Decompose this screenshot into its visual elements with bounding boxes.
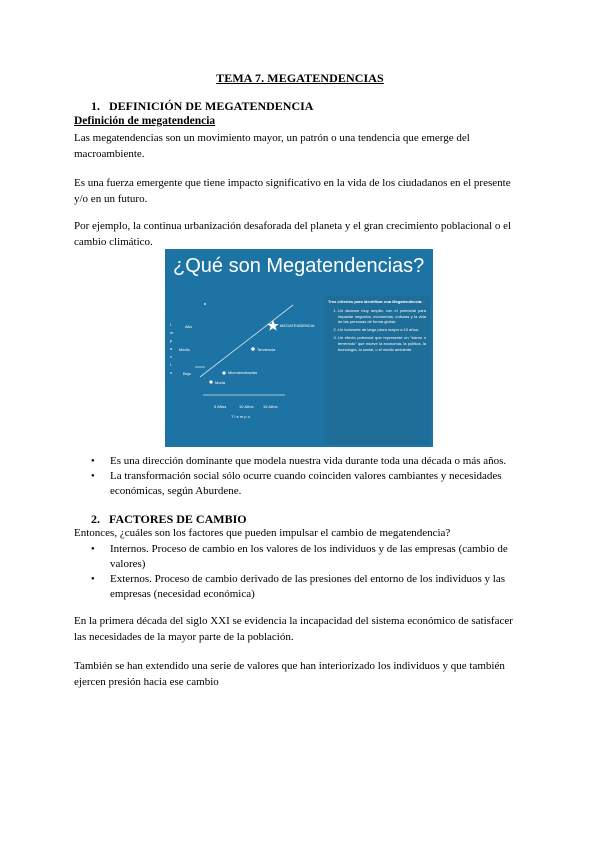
y-axis-letter: a [170,346,173,351]
paragraph-factors-intro: Entonces, ¿cuáles son los factores que pueden impulsar el cambio de megatendencia? [74,527,451,539]
paragraph-xxi-century: En la primera década del siglo XXI se evidencia la incapacidad del sistema económico de satisfacer las necesidades de la mayor parte de la población. [74,615,513,643]
section-1-heading [91,99,313,114]
level-alto: Alto [185,324,192,329]
section-1-number: 1. [91,99,100,113]
label-megatendencia: MEGATENDENCIA [280,323,315,328]
y-axis-letter: c [170,354,172,359]
point-moda [209,380,212,383]
document-title: TEMA 7. MEGATENDENCIAS [216,71,384,85]
point-tendencia [251,347,255,351]
criteria-item: 2. Un horizonte de largo plazo mayor a 10 años. [338,327,430,333]
criteria-box [324,296,430,444]
label-tendencia: Tendencia [257,347,276,352]
list-item: ● La transformación social sólo ocurre cuando coinciden valores cambiantes y necesidades económicas, según Aburdene. [91,469,523,499]
criteria-item: 3. Un efecto potencial que represente un "sismo o terremoto" que mueve la economía, la política, la tecnología, lo social, o el medio ambiente. [338,335,430,352]
slide-title: ¿Qué son Megatendencias? [173,255,425,277]
paragraph-values: También se han extendido una serie de valores que han interiorizado los individuos y que también ejercen presión hacia ese cambio [74,660,505,688]
axis-top-dot [204,303,206,305]
star-icon [267,320,279,331]
criteria-item: 1. Un alcance muy amplio, con el potencial para impactar negocios, economías, culturas y la vida de las personas de forma global. [338,308,430,325]
section-2-heading [91,512,247,527]
paragraph-emerging-force: Es una fuerza emergente que tiene impacto significativo en la vida de los ciudadanos en el presente y/o en un futuro. [74,177,511,205]
x-tick-10: 10 Años [239,404,254,409]
point-microtendencia [222,371,225,374]
list-item: ● Es una dirección dominante que modela nuestra vida durante toda una década o más años. [91,454,523,469]
level-bajo: Bajo [183,371,192,376]
label-microtendencia: Microtendencias [228,370,258,375]
paragraph-definition: Las megatendencias son un movimiento mayor, un patrón o una tendencia que emerge del macroambiente. [74,132,470,160]
list-item: ● Internos. Proceso de cambio en los valores de los individuos y de las empresas (cambio de valores) [91,542,523,572]
x-axis-title: T i e m p o [231,414,250,419]
level-medio: Medio [179,347,190,352]
list-item: ● Externos. Proceso de cambio derivado de las presiones del entorno de los individuos y las empresas (necesidad económica) [91,572,523,602]
section-2-bullets [91,542,523,602]
label-moda: Moda [215,380,226,385]
megatendencias-slide [165,249,433,447]
definition-subheading: Definición de megatendencia [74,115,216,127]
section-1-bullets [91,454,523,499]
y-axis-letter: I [170,322,172,327]
x-tick-15: 15 Años [263,404,278,409]
paragraph-example: Por ejemplo, la continua urbanización desaforada del planeta y el gran crecimiento poblacional o el cambio climático. [74,220,512,248]
y-axis-letter: o [170,370,173,375]
criteria-list [324,308,430,353]
x-tick-5: 5 Años [214,404,227,409]
section-2-number: 2. [91,512,100,526]
y-axis-letter: m [170,330,174,335]
section-2-heading-text: FACTORES DE CAMBIO [109,512,247,526]
criteria-box-title: Tres criterios para identificar una Megatendencia: [328,299,423,304]
y-axis-letter: t [170,362,172,367]
trend-line [200,305,293,377]
section-1-heading-text: DEFINICIÓN DE MEGATENDENCIA [109,99,314,113]
y-axis-letter: p [170,338,173,343]
